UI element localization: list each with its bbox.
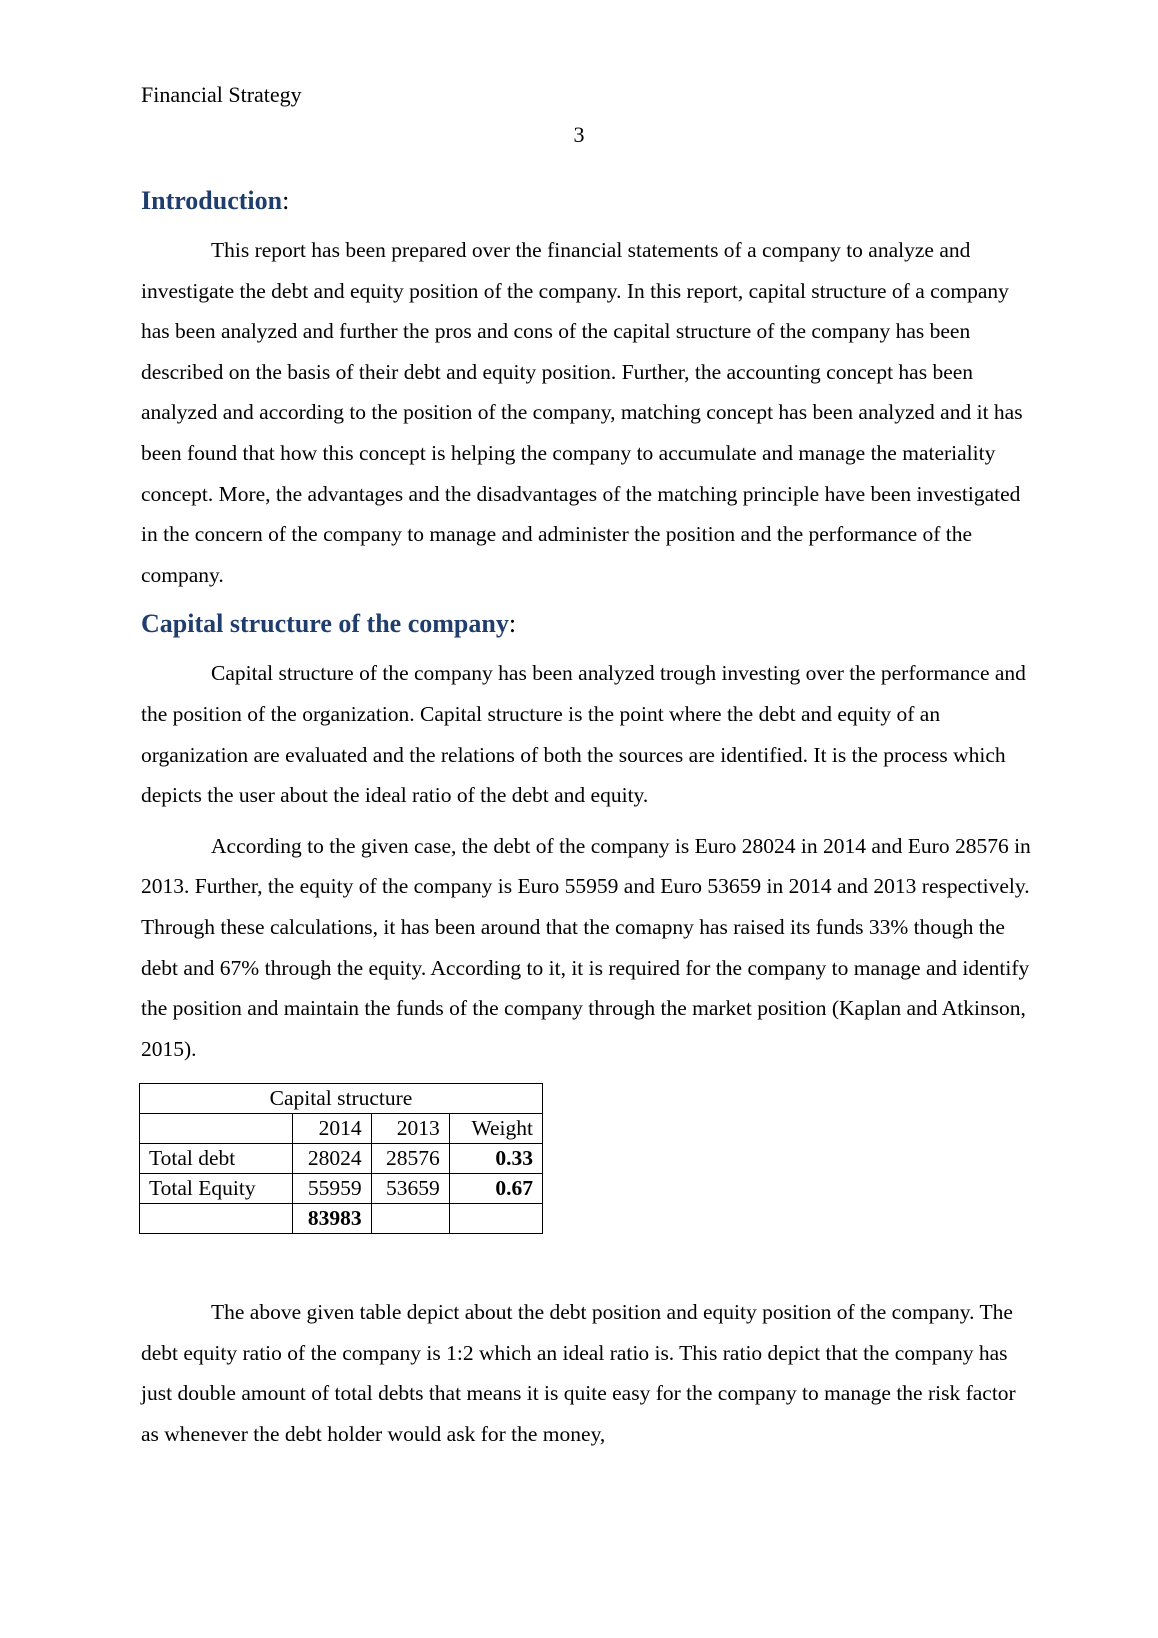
table-header-cell: 2014	[293, 1114, 371, 1144]
intro-paragraph: This report has been prepared over the financial statements of a company to analyze and investigate the debt and equity position of the company. In this report, capital structure of a company has been analyzed and further the pros and cons of the capital structure of the company has been described on the basis of their debt and equity position. Further, the accounting concept has been analyzed and according to the position of the company, matching concept has been analyzed and it has been found that how this concept is helping the company to accumulate and manage the materiality concept. More, the advantages and the disadvantages of the matching principle have been investigated in the concern of the company to manage and administer the position and the performance of the company.	[141, 238, 1023, 587]
table-title-row	[140, 1084, 543, 1114]
table-cell-weight: 0.67	[449, 1174, 542, 1204]
table-cell-label	[140, 1204, 293, 1234]
table-cell: 53659	[371, 1174, 449, 1204]
table-cell-label: Total Equity	[140, 1174, 293, 1204]
table-cell: 28576	[371, 1144, 449, 1174]
page-number: 3	[573, 122, 585, 147]
table-header-row	[140, 1114, 543, 1144]
table-cell	[371, 1204, 449, 1234]
table-header-cell: 2013	[371, 1114, 449, 1144]
capital-structure-table	[139, 1083, 543, 1234]
after-table-paragraph: The above given table depict about the debt position and equity position of the company. The debt equity ratio of the company is 1:2 which an ideal ratio is. This ratio depict that the company has just double amount of total debts that means it is quite easy for the company to manage the risk factor as whenever the debt holder would ask for the money,	[141, 1300, 1016, 1447]
table-cell-total: 83983	[293, 1204, 371, 1234]
capital-paragraph-1: Capital structure of the company has been analyzed trough investing over the performance and the position of the organization. Capital structure is the point where the debt and equity of an organization are evaluated and the relations of both the sources are identified. It is the process which depicts the user about the ideal ratio of the debt and equity.	[141, 661, 1026, 808]
table-cell	[449, 1204, 542, 1234]
section-heading-capital-structure: Capital structure of the company:	[141, 609, 517, 639]
table-title: Capital structure	[140, 1084, 543, 1114]
table-total-row	[140, 1204, 543, 1234]
document-body	[141, 180, 1031, 1455]
table-cell: 28024	[293, 1144, 371, 1174]
section-heading-introduction: Introduction:	[141, 186, 290, 215]
table-row	[140, 1174, 543, 1204]
table-header-cell: Weight	[449, 1114, 542, 1144]
table-cell-label: Total debt	[140, 1144, 293, 1174]
running-head: Financial Strategy	[141, 82, 302, 107]
table-header-cell	[140, 1114, 293, 1144]
table-cell: 55959	[293, 1174, 371, 1204]
table-row	[140, 1144, 543, 1174]
table-cell-weight: 0.33	[449, 1144, 542, 1174]
capital-paragraph-2: According to the given case, the debt of the company is Euro 28024 in 2014 and Euro 28576 in 2013. Further, the equity of the company is Euro 55959 and Euro 53659 in 2014 and 2013 respectively. Through these calculations, it has been around that the comapny has raised its funds 33% though the debt and 67% through the equity. According to it, it is required for the company to manage and identify the position and maintain the funds of the company through the market position (Kaplan and Atkinson, 2015).	[141, 833, 1031, 1061]
